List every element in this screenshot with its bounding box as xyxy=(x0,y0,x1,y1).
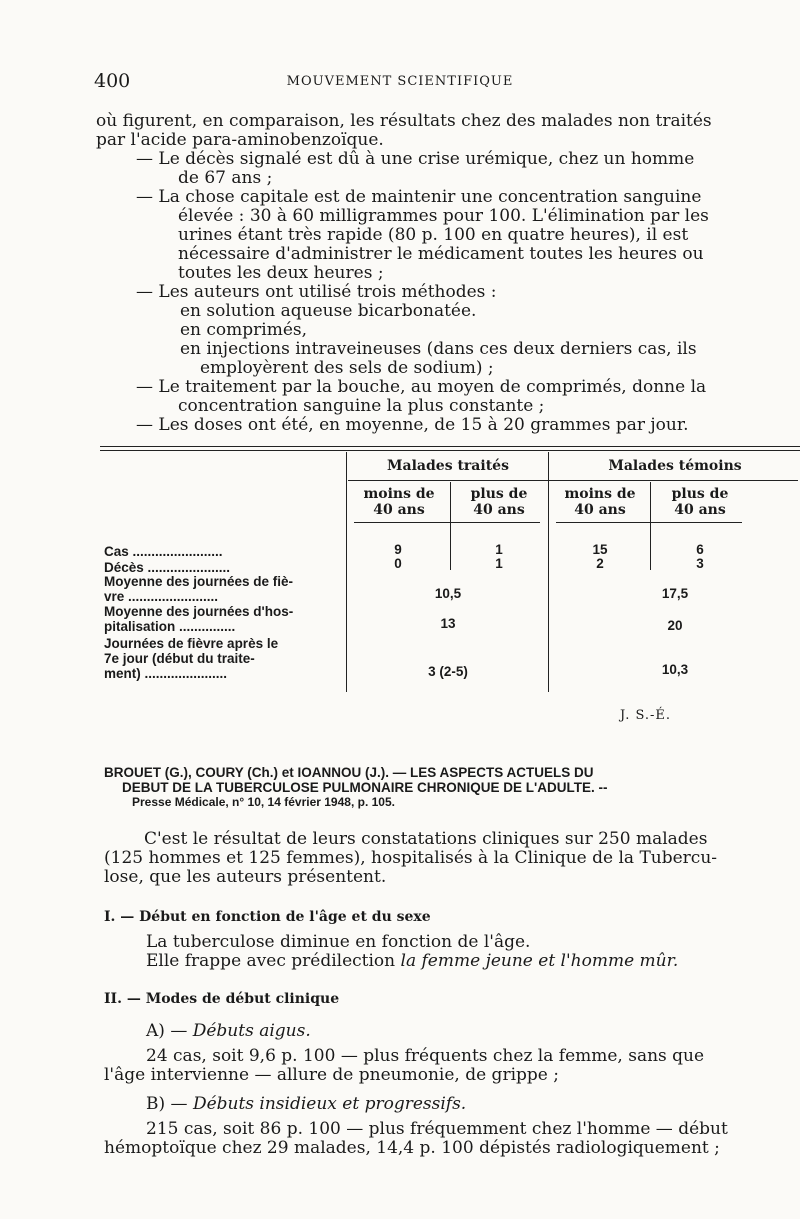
group-header-treated: Malades traités xyxy=(387,458,509,474)
point-item xyxy=(96,283,744,302)
cell: 3 xyxy=(696,556,704,571)
subsection-line: 215 cas, soit 86 p. 100 — plus fréquemment chez l'homme — début xyxy=(146,1119,728,1139)
subsection-title xyxy=(104,1022,764,1041)
point-item xyxy=(96,416,744,435)
text-run: Elle frappe avec prédilection xyxy=(146,951,401,971)
row-label-journees xyxy=(104,636,344,681)
subheader xyxy=(350,486,448,518)
page-number: 400 xyxy=(94,70,131,92)
row-label-line: Journées de fièvre après le xyxy=(104,636,279,651)
table-divider xyxy=(346,452,347,692)
point-line: concentration sanguine la plus constante ; xyxy=(178,396,545,416)
ref-line: Presse Médicale, n° 10, 14 février 1948, p. 105. xyxy=(132,795,395,809)
subheader xyxy=(452,486,546,518)
subheader-line: plus de xyxy=(671,486,729,502)
point-item xyxy=(96,150,744,188)
cell: 9 xyxy=(394,542,402,557)
dash: — xyxy=(136,149,153,169)
intro-text xyxy=(96,112,744,435)
subheader xyxy=(652,486,748,518)
point-line: Les auteurs ont utilisé trois méthodes : xyxy=(158,282,497,302)
subheader-line: 40 ans xyxy=(574,502,626,518)
method-item: en solution aqueuse bicarbonatée. xyxy=(180,301,477,321)
emphasis: la femme jeune et l'homme mûr. xyxy=(400,951,679,971)
row-label-cas: Cas ........................ xyxy=(104,544,223,559)
intro-line: où figurent, en comparaison, les résultats chez des malades non traités xyxy=(96,111,712,131)
table-divider xyxy=(348,480,798,481)
running-title: MOUVEMENT SCIENTIFIQUE xyxy=(286,74,514,89)
abstract-line: lose, que les auteurs présentent. xyxy=(104,867,387,887)
dash: — xyxy=(136,187,153,207)
subsection-title-text: Débuts aigus. xyxy=(192,1021,311,1041)
point-line: urines étant très rapide (80 p. 100 en quatre heures), il est xyxy=(178,225,689,245)
subheader-line: 40 ans xyxy=(674,502,726,518)
section-2-body xyxy=(104,1022,764,1158)
cell: 0 xyxy=(394,556,402,571)
subsection-label: A) — xyxy=(146,1021,193,1041)
point-line: élevée : 30 à 60 milligrammes pour 100. L'élimination par les xyxy=(178,206,709,226)
section-heading-2: II. — Modes de début clinique xyxy=(104,991,340,1007)
section-heading-1: I. — Début en fonction de l'âge et du sexe xyxy=(104,909,431,925)
cell: 2 xyxy=(596,556,604,571)
section-1-line: La tuberculose diminue en fonction de l'âge. xyxy=(146,932,531,952)
author-initials: J. S.-É. xyxy=(620,708,672,723)
abstract-line: C'est le résultat de leurs constatations cliniques sur 250 malades xyxy=(144,829,708,849)
method-item: employèrent des sels de sodium) ; xyxy=(200,358,494,378)
subheader-line: moins de xyxy=(363,486,435,502)
results-table xyxy=(100,446,800,706)
section-1-line xyxy=(146,952,766,971)
point-line: Le décès signalé est dû à une crise urémique, chez un homme xyxy=(158,149,695,169)
subsection-label: B) — xyxy=(146,1094,193,1114)
row-label-line: vre ........................ xyxy=(104,589,219,604)
subsection-title xyxy=(104,1095,764,1114)
method-item: en injections intraveineuses (dans ces deux derniers cas, ils xyxy=(180,339,697,359)
row-label-line: 7e jour (début du traite- xyxy=(104,651,255,666)
point-item xyxy=(96,188,744,283)
table-divider xyxy=(354,522,540,523)
row-label-line: Moyenne des journées de fiè- xyxy=(104,574,294,589)
point-line: Les doses ont été, en moyenne, de 15 à 20 grammes par jour. xyxy=(158,415,689,435)
dash: — xyxy=(136,282,153,302)
row-label-line: Moyenne des journées d'hos- xyxy=(104,604,294,619)
table-divider xyxy=(450,482,451,570)
cell: 10,3 xyxy=(661,662,689,677)
subheader xyxy=(552,486,648,518)
table-divider xyxy=(556,522,742,523)
cell: 17,5 xyxy=(661,586,689,601)
cell: 10,5 xyxy=(434,586,462,601)
section-1-body xyxy=(146,933,766,971)
cell: 6 xyxy=(696,542,704,557)
subsection-line: hémoptoïque chez 29 malades, 14,4 p. 100 dépistés radiologiquement ; xyxy=(104,1138,720,1158)
subsection-line: 24 cas, soit 9,6 p. 100 — plus fréquents chez la femme, sans que xyxy=(146,1046,705,1066)
abstract-line: (125 hommes et 125 femmes), hospitalisés à la Clinique de la Tubercu- xyxy=(104,848,718,868)
row-label-deces: Décès ...................... xyxy=(104,560,231,575)
cell: 20 xyxy=(667,618,683,633)
table-rule xyxy=(100,446,800,447)
table-rule xyxy=(100,450,800,451)
ref-line: DEBUT DE LA TUBERCULOSE PULMONAIRE CHRONIQUE DE L'ADULTE. -- xyxy=(122,780,608,795)
row-label-line: ment) ...................... xyxy=(104,666,228,681)
cell: 13 xyxy=(440,616,456,631)
subheader-line: plus de xyxy=(470,486,528,502)
subheader-line: 40 ans xyxy=(473,502,525,518)
point-line: Le traitement par la bouche, au moyen de comprimés, donne la xyxy=(158,377,707,397)
intro-line: par l'acide para-aminobenzoïque. xyxy=(96,130,384,150)
table-divider xyxy=(650,482,651,570)
subsection-title-text: Débuts insidieux et progressifs. xyxy=(192,1094,467,1114)
point-line: toutes les deux heures ; xyxy=(178,263,384,283)
cell: 15 xyxy=(592,542,608,557)
point-item xyxy=(96,378,744,416)
cell: 1 xyxy=(495,542,503,557)
subheader-line: 40 ans xyxy=(373,502,425,518)
ref-line: BROUET (G.), COURY (Ch.) et IOANNOU (J.). — LES ASPECTS ACTUELS DU xyxy=(104,765,594,780)
cell: 1 xyxy=(495,556,503,571)
point-line: de 67 ans ; xyxy=(178,168,273,188)
row-label-line: pitalisation ............... xyxy=(104,619,236,634)
row-label-fievre xyxy=(104,574,344,604)
dash: — xyxy=(136,377,153,397)
row-label-hospitalisation xyxy=(104,604,344,634)
subheader-line: moins de xyxy=(564,486,636,502)
cell: 3 (2-5) xyxy=(428,664,468,679)
table-divider xyxy=(548,452,549,692)
bibliographic-reference xyxy=(104,765,764,810)
method-item: en comprimés, xyxy=(180,320,308,340)
group-header-controls: Malades témoins xyxy=(608,458,742,474)
abstract xyxy=(104,830,754,887)
subsection-line: l'âge intervienne — allure de pneumonie, de grippe ; xyxy=(104,1065,559,1085)
point-line: nécessaire d'administrer le médicament toutes les heures ou xyxy=(178,244,704,264)
point-line: La chose capitale est de maintenir une concentration sanguine xyxy=(158,187,702,207)
dash: — xyxy=(136,415,153,435)
